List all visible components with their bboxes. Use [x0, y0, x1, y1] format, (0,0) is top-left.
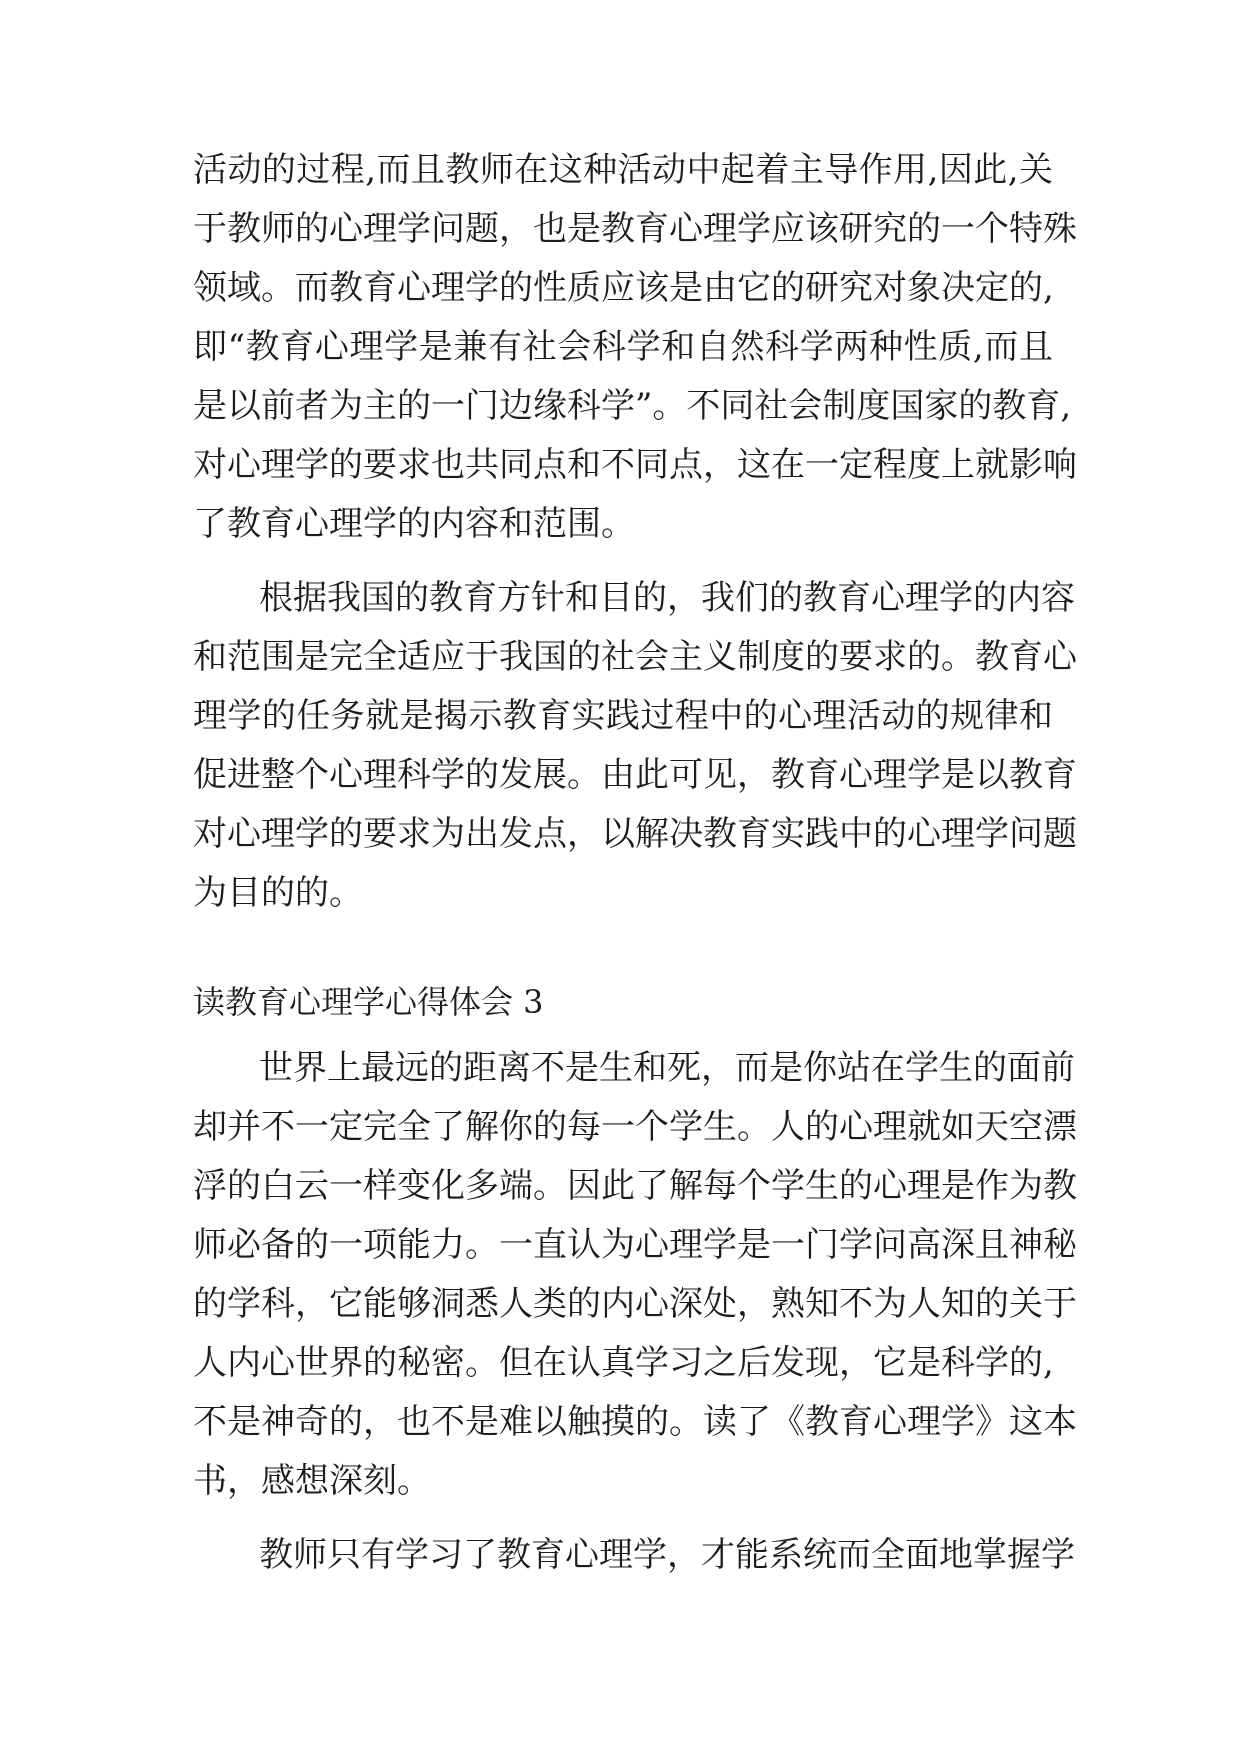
text-line: 理学的任务就是揭示教育实践过程中的心理活动的规律和 [193, 696, 1053, 736]
text-line: 师必备的一项能力。一直认为心理学是一门学问高深且神秘 [193, 1225, 1077, 1265]
text-line: 即“教育心理学是兼有社会科学和自然科学两种性质,而且 [193, 327, 1053, 367]
text-line: 的学科，它能够洞悉人类的内心深处，熟知不为人知的关于 [193, 1284, 1077, 1324]
text-line: 对心理学的要求也共同点和不同点，这在一定程度上就影响 [193, 445, 1077, 485]
text-line: 对心理学的要求为出发点，以解决教育实践中的心理学问题 [193, 814, 1077, 854]
text-line: 浮的白云一样变化多端。因此了解每个学生的心理是作为教 [193, 1166, 1077, 1206]
text-line: 活动的过程,而且教师在这种活动中起着主导作用,因此,关 [193, 150, 1053, 190]
text-line: 领域。而教育心理学的性质应该是由它的研究对象决定的, [193, 268, 1054, 308]
text-line: 教师只有学习了教育心理学，才能系统而全面地掌握学 [259, 1535, 1075, 1575]
section-heading: 读教育心理学心得体会 3 [193, 983, 544, 1021]
text-line: 了教育心理学的内容和范围。 [193, 504, 635, 544]
text-line: 书，感想深刻。 [193, 1461, 431, 1501]
text-line: 促进整个心理科学的发展。由此可见，教育心理学是以教育 [193, 755, 1077, 795]
text-line: 于教师的心理学问题，也是教育心理学应该研究的一个特殊 [193, 209, 1077, 249]
text-line: 根据我国的教育方针和目的，我们的教育心理学的内容 [259, 578, 1075, 618]
text-line: 是以前者为主的一门边缘科学”。不同社会制度国家的教育, [193, 386, 1072, 426]
text-line: 世界上最远的距离不是生和死，而是你站在学生的面前 [259, 1048, 1075, 1088]
text-line: 人内心世界的秘密。但在认真学习之后发现，它是科学的, [193, 1343, 1054, 1383]
text-line: 和范围是完全适应于我国的社会主义制度的要求的。教育心 [193, 637, 1077, 677]
text-line: 不是神奇的，也不是难以触摸的。读了《教育心理学》这本 [193, 1402, 1077, 1442]
text-line: 却并不一定完全了解你的每一个学生。人的心理就如天空漂 [193, 1107, 1077, 1147]
text-line: 为目的的。 [193, 873, 363, 913]
